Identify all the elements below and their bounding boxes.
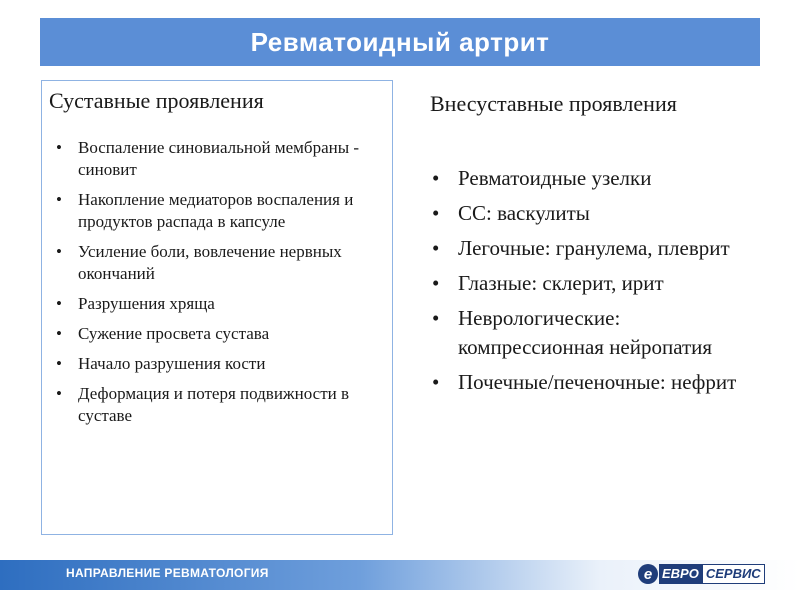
list-item: • Воспаление синовиальной мембраны - синовит [56,138,360,179]
logo-text-servis: СЕРВИС [702,564,765,584]
articular-list [52,137,382,435]
bullet-icon: • [432,370,440,394]
list-item: • Деформация и потеря подвижности в суставе [56,384,350,425]
bullet-icon: • [56,354,62,373]
bullet-icon: • [432,201,440,225]
list-item: • Сужение просвета сустава [56,324,270,343]
list-item: • Усиление боли, вовлечение нервных окончаний [56,242,342,283]
list-item: • Ревматоидные узелки [430,164,760,193]
list-item: • Разрушения хряща [56,294,215,313]
evroservis-logo [638,563,765,585]
articular-heading: Суставные проявления [49,88,264,113]
bullet-icon: • [56,242,62,261]
bullet-icon: • [56,190,62,209]
logo-mark-icon: e [638,564,658,584]
bullet-icon: • [432,271,440,295]
bullet-icon: • [56,294,62,313]
list-item: • Неврологические: компрессионная нейропатия [432,306,713,359]
slide-title: Ревматоидный артрит [250,26,550,57]
articular-panel [41,80,393,535]
list-item: • СС: васкулиты [430,199,760,228]
bullet-icon: • [432,306,440,330]
bullet-icon: • [432,236,440,260]
list-item: • Легочные: гранулема, плеврит [430,234,760,263]
extra-articular-list [430,164,760,403]
bullet-icon: • [56,324,62,343]
bullet-icon: • [56,384,62,403]
list-item: • Начало разрушения кости [56,354,266,373]
list-item: • Глазные: склерит, ирит [430,269,760,298]
slide-title-bar [40,18,760,66]
footer-department-label: НАПРАВЛЕНИЕ РЕВМАТОЛОГИЯ [66,566,269,580]
list-item: • Почечные/печеночные: нефрит [430,368,760,397]
list-item: • Накопление медиаторов воспаления и продуктов распада в капсуле [56,190,354,231]
logo-text-evro: ЕВРО [659,564,702,584]
bullet-icon: • [432,166,440,190]
bullet-icon: • [56,138,62,157]
extra-articular-heading: Внесуставные проявления [430,91,677,116]
